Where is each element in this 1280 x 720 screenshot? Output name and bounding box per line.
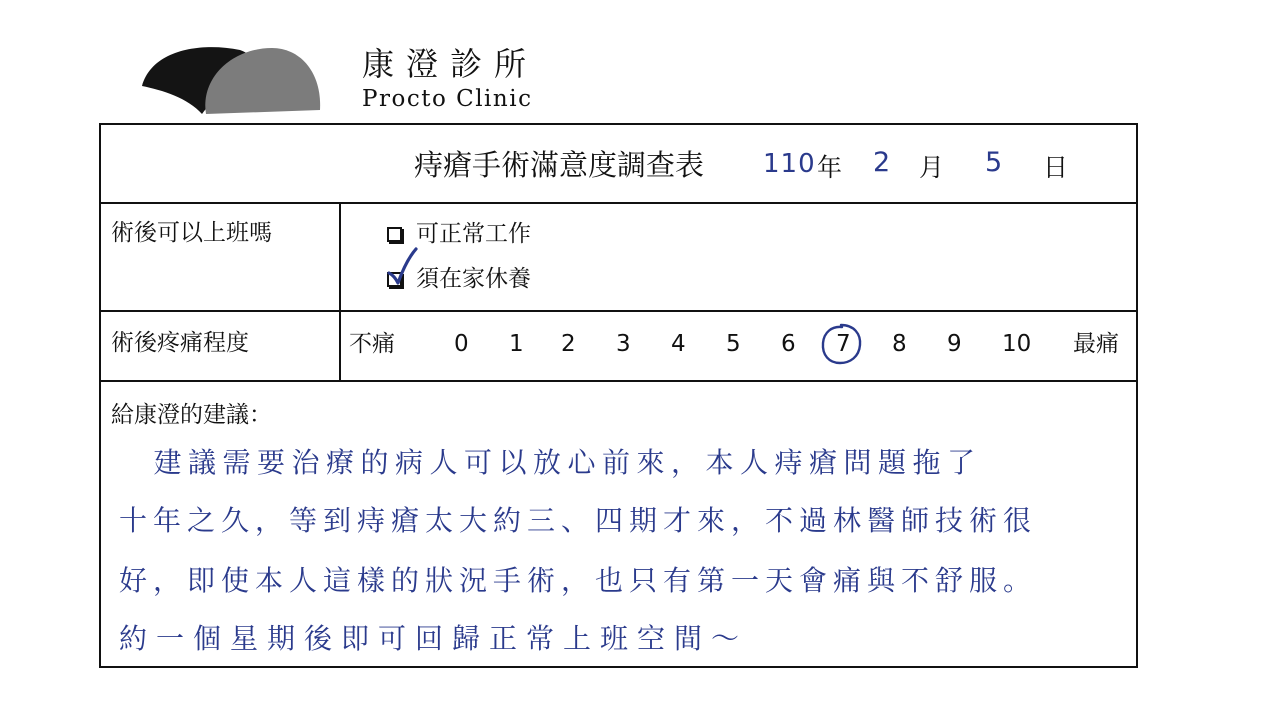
pain-option-6[interactable]: 6 — [781, 331, 796, 357]
pain-level-label: 術後疼痛程度 — [111, 330, 249, 356]
pain-option-3[interactable]: 3 — [616, 331, 631, 357]
pain-option-8[interactable]: 8 — [892, 331, 907, 357]
divider-work — [101, 310, 1136, 312]
date-year-label: 年 — [817, 153, 843, 182]
divider-pain — [101, 380, 1136, 382]
pain-selection-circle-icon — [818, 321, 864, 367]
pain-option-5[interactable]: 5 — [726, 331, 741, 357]
pain-option-9[interactable]: 9 — [947, 331, 962, 357]
date-day-value[interactable]: 5 — [985, 147, 1003, 178]
date-day-label: 日 — [1043, 153, 1069, 182]
survey-form — [99, 123, 1138, 668]
divider-title — [101, 202, 1136, 204]
advice-line-4[interactable]: 約一個星期後即可回歸正常上班空間～ — [119, 622, 749, 655]
form-title: 痔瘡手術滿意度調查表 — [414, 148, 705, 182]
advice-line-3[interactable]: 好，即使本人這樣的狀況手術，也只有第一天會痛與不舒服。 — [119, 564, 1038, 597]
pain-option-4[interactable]: 4 — [671, 331, 686, 357]
clinic-name-en: Procto Clinic — [362, 86, 533, 112]
clinic-logo — [140, 42, 325, 118]
date-month-label: 月 — [919, 153, 945, 182]
checkbox-normal-work[interactable] — [387, 227, 402, 242]
clinic-name-zh: 康澄診所 — [362, 45, 539, 83]
advice-label: 給康澄的建議： — [111, 402, 272, 428]
pain-option-7[interactable]: 7 — [836, 331, 851, 357]
pain-max-label: 最痛 — [1073, 331, 1119, 357]
pain-option-2[interactable]: 2 — [561, 331, 576, 357]
return-to-work-label: 術後可以上班嗎 — [111, 220, 272, 246]
pain-min-label: 不痛 — [349, 331, 395, 357]
option-rest-at-home-label: 須在家休養 — [416, 266, 531, 292]
pain-option-10[interactable]: 10 — [1002, 331, 1032, 357]
pain-option-1[interactable]: 1 — [509, 331, 524, 357]
advice-line-1[interactable]: 建議需要治療的病人可以放心前來，本人痔瘡問題拖了 — [119, 446, 982, 479]
date-month-value[interactable]: 2 — [873, 147, 891, 178]
option-normal-work[interactable] — [387, 219, 531, 249]
title-row — [101, 125, 1136, 202]
label-column-divider — [339, 202, 341, 380]
advice-line-2[interactable]: 十年之久，等到痔瘡太大約三、四期才來，不過林醫師技術很 — [119, 504, 1038, 537]
date-year-value[interactable]: 110 — [763, 149, 816, 179]
check-mark-icon — [385, 247, 419, 287]
pain-option-0[interactable]: 0 — [454, 331, 469, 357]
option-normal-work-label: 可正常工作 — [416, 221, 531, 247]
